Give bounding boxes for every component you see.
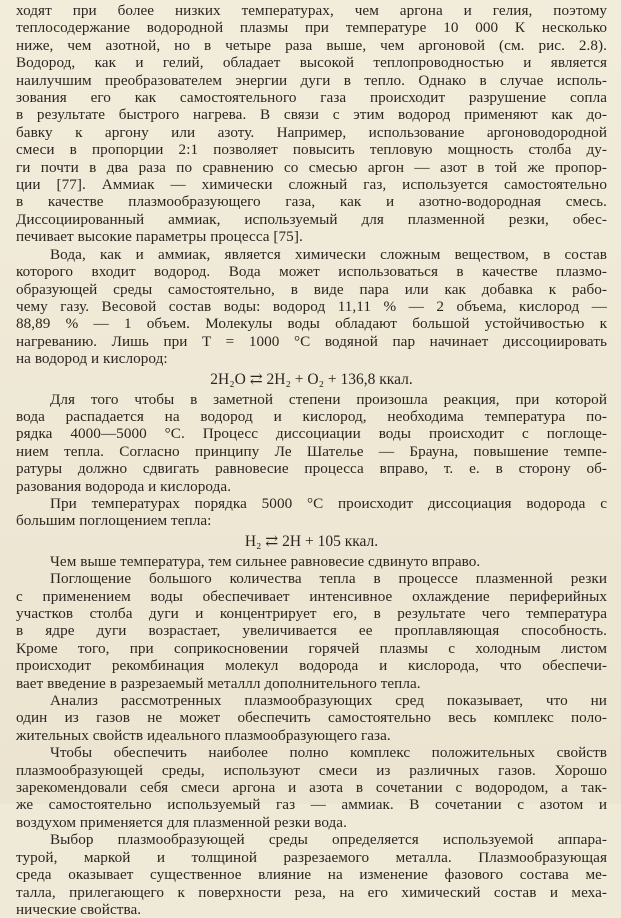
paragraph — [16, 692, 607, 744]
text-line: печивает высокие параметры процесса [75]. — [16, 228, 303, 246]
paragraph — [16, 553, 607, 570]
text-line: среда оказывает существенное влияние на изменение фазового состава ме- — [16, 866, 607, 884]
text-line: которого входит водород. Вода может использоваться в качестве плазмо- — [16, 263, 607, 281]
text-line: плазмообразующей среды, используют смеси из различных газов. Хорошо — [16, 761, 607, 779]
text-line: Чтобы обеспечить наиболее полно комплекс положительных свойств — [50, 744, 607, 762]
text-line: в ядре дуги возрастает, увеличивается ее проплавляющая способность. — [16, 622, 607, 640]
text-line: нагреванию. Лишь при T = 1000 °C водяной пар начинает диссоциировать — [16, 332, 607, 350]
paragraph — [16, 495, 607, 530]
text-line: нием тепла. Согласно принципу Ле Шателье — Брауна, повышение темпе- — [16, 442, 607, 460]
paragraph — [16, 570, 607, 692]
text-line: ходят при более низких температурах, чем аргона и гелия, поэтому — [16, 2, 607, 19]
text-line: Для того чтобы в заметной степени произошла реакция, при которой — [50, 390, 607, 408]
text-line: ратуры должно сдвигать равновесие процесса вправо, т. е. в сторону об- — [16, 460, 607, 478]
text-line: Поглощение большого количества тепла в процессе плазменной резки — [50, 570, 607, 588]
text-line: участков столба дуги и концентрирует его, в результате чего температура — [16, 605, 607, 622]
page-body — [16, 2, 607, 918]
paragraph — [16, 2, 607, 246]
text-line: рядка 4000—5000 °C. Процесс диссоциации воды происходит с поглоще- — [16, 425, 607, 443]
text-line: на водород и кислород: — [16, 350, 168, 368]
text-line: Вода, как и аммиак, является химически сложным веществом, в состав — [50, 245, 607, 263]
paragraph — [16, 246, 607, 368]
text-line: зования его как самостоятельного газа происходит разрушение сопла — [16, 89, 607, 107]
text-line: 88,89 % — 1 объем. Молекулы воды обладают большой устойчивостью к — [16, 315, 607, 333]
text-line: вает введение в разрезаемый металлл дополнительного тепла. — [16, 674, 421, 692]
text-line: бавку к аргону или азоту. Например, использование аргоноводородной — [16, 123, 607, 141]
text-line: большим поглощением тепла: — [16, 512, 212, 530]
text-line: же самостоятельно используемый газ — аммиак. В сочетании с азотом и — [16, 796, 607, 814]
text-line: ции [77]. Аммиак — химически сложный газ, используется самостоятельно — [16, 176, 607, 194]
text-line: в качестве плазмообразующего газа, как и азотно-водородная смесь. — [16, 193, 607, 211]
text-line: Чем выше температура, тем сильнее равновесие сдвинуто вправо. — [50, 552, 481, 570]
text-line: турой, маркой и толщиной разрезаемого металла. Плазмообразующая — [16, 848, 607, 866]
text-line: вода распадается на водород и кислород, необходима температура по- — [16, 407, 607, 425]
text-line: один из газов не может обеспечить самостоятельно весь комплекс поло- — [16, 709, 607, 727]
paragraph — [16, 744, 607, 831]
chemical-equation: 2H₂O ⇄ 2H₂ + O₂ + 136,8 ккал. — [210, 370, 413, 388]
text-line: наилучшим преобразователем энергии дуги в тепло. Однако в случае исполь- — [16, 71, 607, 89]
text-line: происходит рекомбинация молекул водорода и кислорода, что обеспечи- — [16, 657, 607, 675]
text-line: При температурах порядка 5000 °C происходит диссоциация водорода с — [50, 494, 607, 512]
text-line: чему газу. Весовой состав воды: водород 11,11 % — 2 объема, кислород — — [16, 297, 607, 315]
text-line: образующей среды самостоятельно, в виде пара или как добавка к рабо- — [16, 280, 607, 298]
text-line: талла, прилегающего к поверхности реза, на его химический состав и меха- — [16, 883, 607, 901]
paragraph — [16, 391, 607, 495]
text-line: Диссоциированный аммиак, используемый для плазменной резки, обес- — [16, 210, 607, 228]
text-line: нические свойства. — [16, 900, 142, 918]
text-line: Водород, как и гелий, обладает высокой теплопроводностью и является — [16, 54, 607, 72]
text-line: зарекомендовали себя смеси аргона и азота в сочетании с водородом, а так- — [16, 779, 607, 797]
text-line: ги почти в два раза по сравнению со смесью аргон — азот в той же пропор- — [16, 158, 607, 176]
text-line: Кроме того, при соприкосновении горячей плазмы с холодным листом — [16, 639, 607, 657]
text-line: теплосодержание водородной плазмы при температуре 10 000 К несколько — [16, 19, 607, 37]
text-line: жительных свойств идеального плазмообразующего газа. — [16, 726, 391, 744]
text-line: с применением воды обеспечивает интенсивное охлаждение периферийных — [16, 587, 607, 605]
text-line: в результате быстрого нагрева. В связи с этим водород применяют как до- — [16, 106, 607, 124]
chemical-equation: H₂ ⇄ 2H + 105 ккал. — [244, 532, 379, 550]
text-line: Анализ рассмотренных плазмообразующих сред показывает, что ни — [50, 692, 607, 710]
text-line: Выбор плазмообразующей среды определяется используемой аппара- — [50, 831, 607, 849]
text-line: смеси в пропорции 2:1 позволяет повысить тепловую мощность столба ду- — [16, 141, 607, 159]
text-line: воздухом применяется для плазменной резки вода. — [16, 813, 347, 831]
paragraph — [16, 831, 607, 918]
text-line: разования водорода и кислорода. — [16, 477, 232, 495]
text-line: ниже, чем азотной, но в четыре раза выше, чем аргоновой (см. рис. 2.8). — [16, 36, 607, 54]
